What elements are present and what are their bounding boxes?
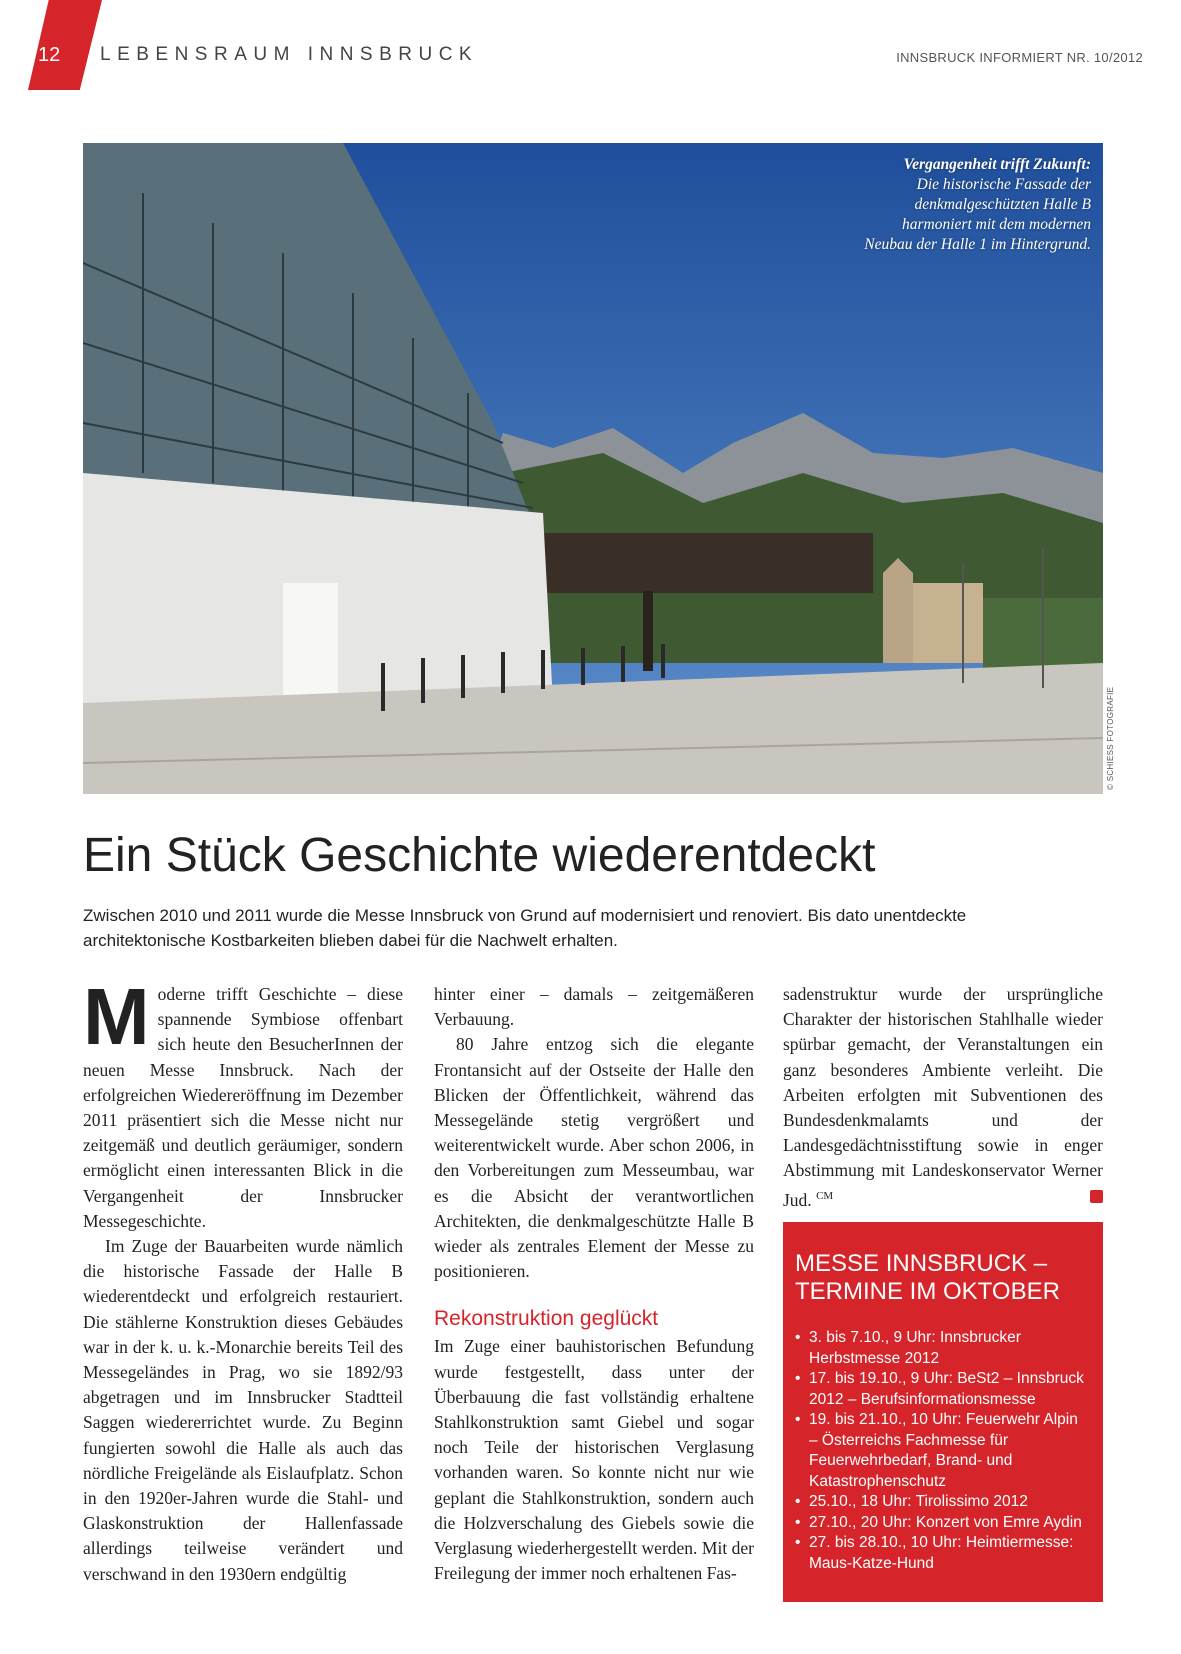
photo-credit: © SCHIESS FOTOGRAFIE [1106, 686, 1115, 790]
text-column-1 [83, 972, 403, 1587]
hero-photo [83, 143, 1103, 794]
event-item: • 25.10., 18 Uhr: Tirolissimo 2012 [795, 1492, 1089, 1513]
issue-label: INNSBRUCK INFORMIERT NR. 10/2012 [896, 50, 1143, 65]
text-column-3 [783, 982, 1103, 1213]
subheading: Rekonstruktion geglückt [434, 1307, 659, 1331]
event-item: • 17. bis 19.10., 9 Uhr: BeSt2 – Innsbruck 2012 – Berufsinformationsmesse [795, 1369, 1089, 1410]
text-column-2 [434, 982, 754, 1586]
paragraph-6 [783, 982, 1103, 1213]
paragraph-5: Im Zuge einer bauhistorischen Befundung wurde festgestellt, dass unter der Überbauung die fast vollständig erhaltene Stahlkonstruktion samt Giebel und sogar noch Teile der historischen Verglasung vorhanden waren. So konnte nicht nur wie geplant die Stahlkonstruktion, sondern auch die Holzverschalung des Giebels sowie die Verglasung wiederhergestellt werden. Mit der Freilegung der immer noch erhaltenen Fas- [434, 1336, 754, 1584]
end-mark-icon [1090, 1190, 1103, 1203]
article-title: Ein Stück Geschichte wiederentdeckt [83, 829, 876, 882]
section-title: LEBENSRAUM INNSBRUCK [100, 44, 479, 65]
caption-lead: Vergangenheit trifft Zukunft: [903, 156, 1091, 173]
infobox-title: MESSE INNSBRUCK – TERMINE IM OKTOBER [795, 1250, 1060, 1305]
article-lead: Zwischen 2010 und 2011 wurde die Messe Innsbruck von Grund auf modernisiert und renoviert. Bis dato unentdeckte architektonische Kostbarkeiten blieben dabei für die Nachwelt erhalten. [83, 906, 967, 950]
paragraph-1-text: oderne trifft Geschichte – diese spannende Symbiose offenbart sich heute den BesucherInnen der neuen Messe Innsbruck. Nach der erfolgreichen Wiedereröffnung im Dezember 2011 präsentiert sich die Messe nicht nur zeitgemäß und deutlich geräumiger, sondern ermöglicht einen interessanten Blick in die Vergangenheit der Innsbrucker Messegeschichte. [83, 984, 403, 1231]
paragraph-2: Im Zuge der Bauarbeiten wurde nämlich die historische Fassade der Halle B wiederentdeckt und erfolgreich restauriert. Die stählerne Konstruktion dieses Gebäudes war in der k. u. k.-Monarchie bereits Teil des Messegeländes in Prag, wo sie 1892/93 abgetragen und im Innsbrucker Stadtteil Saggen wiedererrichtet wurde. Zu Beginn fungierten sowohl die Halle als auch das nördliche Freigelände als Eislaufplatz. Schon in den 1920er-Jahren wurde die Stahl- und Glaskonstruktion der Hallenfassade allerdings teilweise verändert und verschwand in den 1930ern endgültig [83, 1236, 403, 1584]
paragraph-3: hinter einer – damals – zeitgemäßeren Verbauung. [434, 984, 754, 1030]
paragraph-6-text: sadenstruktur wurde der ursprüngliche Charakter der historischen Stahlhalle wieder spürbar gemacht, der Veranstaltungen ein ganz besonderes Ambiente verleiht. Die Arbeiten erfolgten mit Subventionen des Bundesdenkmalamts und der Landesgedächtnisstiftung sowie in enger Abstimmung mit Landeskonservator Werner Jud. [783, 984, 1103, 1210]
paragraph-4: 80 Jahre entzog sich die elegante Frontansicht auf der Ostseite der Halle den Blicken der Öffentlichkeit, während das Messegelände stetig vergrößert und weiterentwickelt wurde. Aber schon 2006, in den Vorbereitungen zum Messeumbau, war es die Absicht der verantwortlichen Architekten, die denkmalgeschützte Halle B wieder als zentrales Element der Messe zu positionieren. [434, 1034, 754, 1282]
events-infobox [783, 1222, 1103, 1602]
photo-caption [851, 155, 1091, 255]
paragraph-1 [83, 972, 403, 1234]
page-number: 12 [38, 44, 61, 66]
drop-cap: M [83, 972, 150, 1061]
event-item: • 27.10., 20 Uhr: Konzert von Emre Aydin [795, 1513, 1089, 1534]
author-signature: CM [816, 1189, 834, 1202]
event-item: • 3. bis 7.10., 9 Uhr: Innsbrucker Herbstmesse 2012 [795, 1328, 1089, 1369]
caption-text: Die historische Fassade der denkmalgeschützten Halle B harmoniert mit dem modernen Neubau der Halle 1 im Hintergrund. [864, 176, 1091, 253]
event-list [795, 1328, 1089, 1574]
event-item: • 19. bis 21.10., 10 Uhr: Feuerwehr Alpin – Österreichs Fachmesse für Feuerwehrbedarf, Brand- und Katastrophenschutz [795, 1410, 1089, 1492]
event-item: • 27. bis 28.10., 10 Uhr: Heimtiermesse: Maus-Katze-Hund [795, 1533, 1089, 1574]
